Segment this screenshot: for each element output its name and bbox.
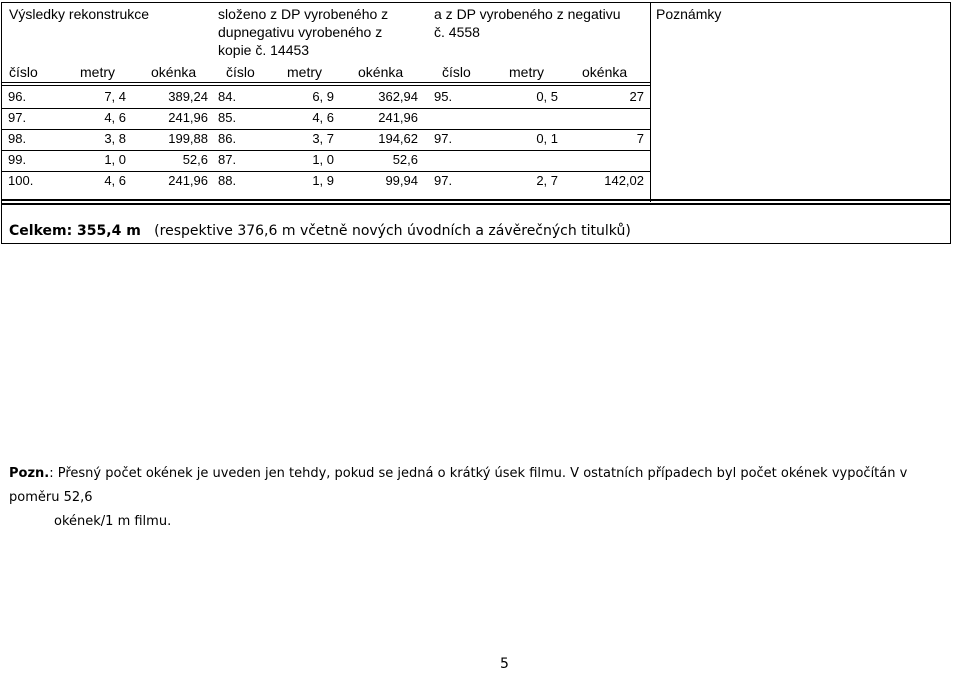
table-cell: 87. <box>218 152 237 167</box>
table-cell: 1, 9 <box>312 173 334 188</box>
footnote-text-2: okének/1 m filmu. <box>54 514 172 529</box>
table-cell: 2, 7 <box>536 173 558 188</box>
table-cell: 98. <box>8 131 27 146</box>
table-cell: 84. <box>218 89 237 104</box>
dup-line-3: kopie č. 14453 <box>218 42 310 58</box>
dup-line-2: dupnegativu vyrobeného z <box>218 24 383 40</box>
table-cell: 99. <box>8 152 27 167</box>
table-cell: 4, 6 <box>104 110 126 125</box>
table-cell: 88. <box>218 173 237 188</box>
row-rule <box>1 171 651 172</box>
table-cell: 7 <box>636 131 644 146</box>
table-cell: 194,62 <box>378 131 418 146</box>
table-cell: 241,96 <box>168 173 208 188</box>
col-header-cislo: číslo <box>442 64 471 80</box>
neg-line-2: č. 4558 <box>434 24 480 40</box>
col-header-metry: metry <box>287 64 322 80</box>
table-cell: 241,96 <box>378 110 418 125</box>
table-cell: 7, 4 <box>104 89 126 104</box>
col-header-metry: metry <box>80 64 115 80</box>
section-title: Výsledky rekonstrukce <box>9 6 150 22</box>
col-header-okenka: okénka <box>151 64 197 80</box>
header-rule-2 <box>1 85 651 86</box>
row-rule <box>1 150 651 151</box>
table-cell: 1, 0 <box>312 152 334 167</box>
page-number: 5 <box>500 656 509 672</box>
table-cell: 0, 5 <box>536 89 558 104</box>
notes-title: Poznámky <box>656 6 722 22</box>
table-cell: 96. <box>8 89 27 104</box>
dup-line-1: složeno z DP vyrobeného z <box>218 6 389 22</box>
table-cell: 27 <box>629 89 644 104</box>
table-cell: 4, 6 <box>104 173 126 188</box>
total-label: Celkem: 355,4 m <box>9 223 141 239</box>
neg-line-1: a z DP vyrobeného z negativu <box>434 6 621 22</box>
header-rule-1 <box>1 82 651 83</box>
row-rule <box>1 129 651 130</box>
total-detail: (respektive 376,6 m včetně nových úvodních a závěrečných titulků) <box>154 223 631 239</box>
table-cell: 97. <box>434 173 453 188</box>
table-cell: 52,6 <box>182 152 208 167</box>
table-cell: 99,94 <box>385 173 418 188</box>
footnote-text-1: : Přesný počet okének je uveden jen tehdy, pokud se jedná o krátký úsek filmu. V ostatních případech byl počet okének vypočítán v poměru 52,6 <box>9 466 908 505</box>
row-rule <box>1 108 651 109</box>
table-cell: 3, 8 <box>104 131 126 146</box>
table-cell: 3, 7 <box>312 131 334 146</box>
col-header-cislo: číslo <box>9 64 38 80</box>
table-cell: 6, 9 <box>312 89 334 104</box>
total-rule-1 <box>1 199 951 201</box>
table-cell: 0, 1 <box>536 131 558 146</box>
table-cell: 1, 0 <box>104 152 126 167</box>
col-header-metry: metry <box>509 64 544 80</box>
notes-divider <box>650 2 651 202</box>
table-cell: 85. <box>218 110 237 125</box>
total-rule-2 <box>1 203 951 205</box>
table-cell: 52,6 <box>392 152 418 167</box>
table-cell: 97. <box>8 110 27 125</box>
table-cell: 142,02 <box>604 173 644 188</box>
table-cell: 100. <box>8 173 34 188</box>
total-line <box>9 223 631 240</box>
table-cell: 4, 6 <box>312 110 334 125</box>
col-header-okenka: okénka <box>582 64 628 80</box>
table-cell: 97. <box>434 131 453 146</box>
table-cell: 199,88 <box>168 131 208 146</box>
col-header-cislo: číslo <box>226 64 255 80</box>
col-header-okenka: okénka <box>358 64 404 80</box>
footnote <box>9 462 955 534</box>
footnote-label: Pozn. <box>9 466 50 481</box>
table-cell: 95. <box>434 89 453 104</box>
table-cell: 362,94 <box>378 89 418 104</box>
table-cell: 241,96 <box>168 110 208 125</box>
table-cell: 389,24 <box>168 89 208 104</box>
table-cell: 86. <box>218 131 237 146</box>
